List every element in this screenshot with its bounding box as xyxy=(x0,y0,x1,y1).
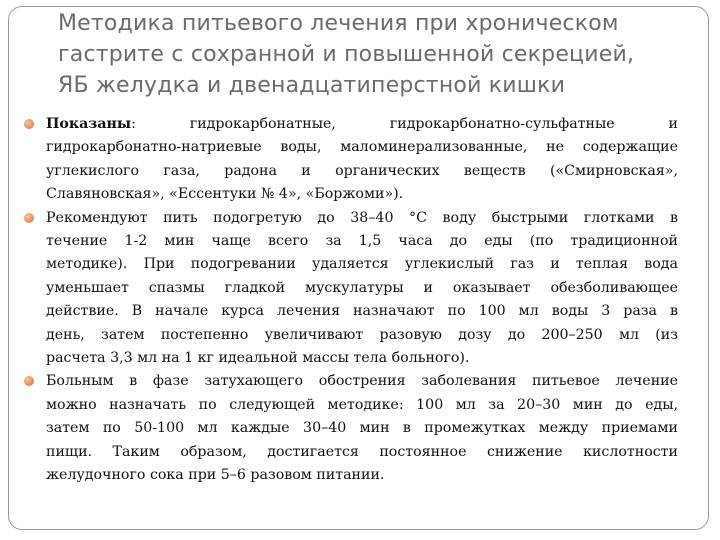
bullet-line: углекислого газа, радона и органических веществ («Смирновская», xyxy=(46,162,678,179)
slide-body xyxy=(22,113,678,488)
title-line-3: ЯБ желудка и двенадцатиперстной кишки xyxy=(58,73,566,98)
bullet-line: расчета 3,3 мл на 1 кг идеальной массы тела больного). xyxy=(46,350,470,367)
bullet-dot-icon xyxy=(24,213,34,223)
bullet-line: течение 1-2 мин чаще всего за 1,5 часа до еды (по традиционной xyxy=(46,233,678,250)
bullet-line: Рекомендуют пить подогретую до 38–40 °С воду быстрыми глотками в xyxy=(46,209,678,226)
bullet-line: уменьшает спазмы гладкой мускулатуры и оказывает обезболивающее xyxy=(46,279,678,296)
bold-lead: Показаны xyxy=(46,116,132,132)
bullet-line: пищи. Таким образом, достигается постоянное снижение кислотности xyxy=(46,443,678,460)
bullet-recommendation xyxy=(22,207,678,371)
slide-title xyxy=(58,8,698,101)
bullet-line: можно назначать по следующей методике: 100 мл за 20–30 мин до еды, xyxy=(46,396,678,413)
bullet-indications xyxy=(22,113,678,207)
bullet-line: желудочного сока при 5–6 разовом питании. xyxy=(46,467,385,484)
bullet-line: Больным в фазе затухающего обострения заболевания питьевое лечение xyxy=(46,373,678,390)
bullet-line: Показаны: гидрокарбонатные, гидрокарбонатно-сульфатные и xyxy=(46,116,678,132)
bullet-line: день, затем постепенно увеличивают разовую дозу до 200–250 мл (из xyxy=(46,326,678,343)
bullet-line: методике). При подогревании удаляется углекислый газ и теплая вода xyxy=(46,256,678,273)
bullet-line: действие. В начале курса лечения назначают по 100 мл воды 3 раза в xyxy=(46,303,678,320)
bullet-dot-icon xyxy=(24,119,34,129)
title-line-2: гастрите с сохранной и повышенной секрецией, xyxy=(58,42,635,67)
bullet-line: гидрокарбонатно-натриевые воды, маломинерализованные, не содержащие xyxy=(46,139,678,156)
bullet-fading-phase xyxy=(22,370,678,487)
bullet-dot-icon xyxy=(24,376,34,386)
title-line-1: Методика питьевого лечения при хроническом xyxy=(58,11,619,36)
bullet-line: затем по 50-100 мл каждые 30–40 мин в промежутках между приемами xyxy=(46,420,678,437)
bullet-line: Славяновская», «Ессентуки № 4», «Боржоми»). xyxy=(46,186,404,203)
